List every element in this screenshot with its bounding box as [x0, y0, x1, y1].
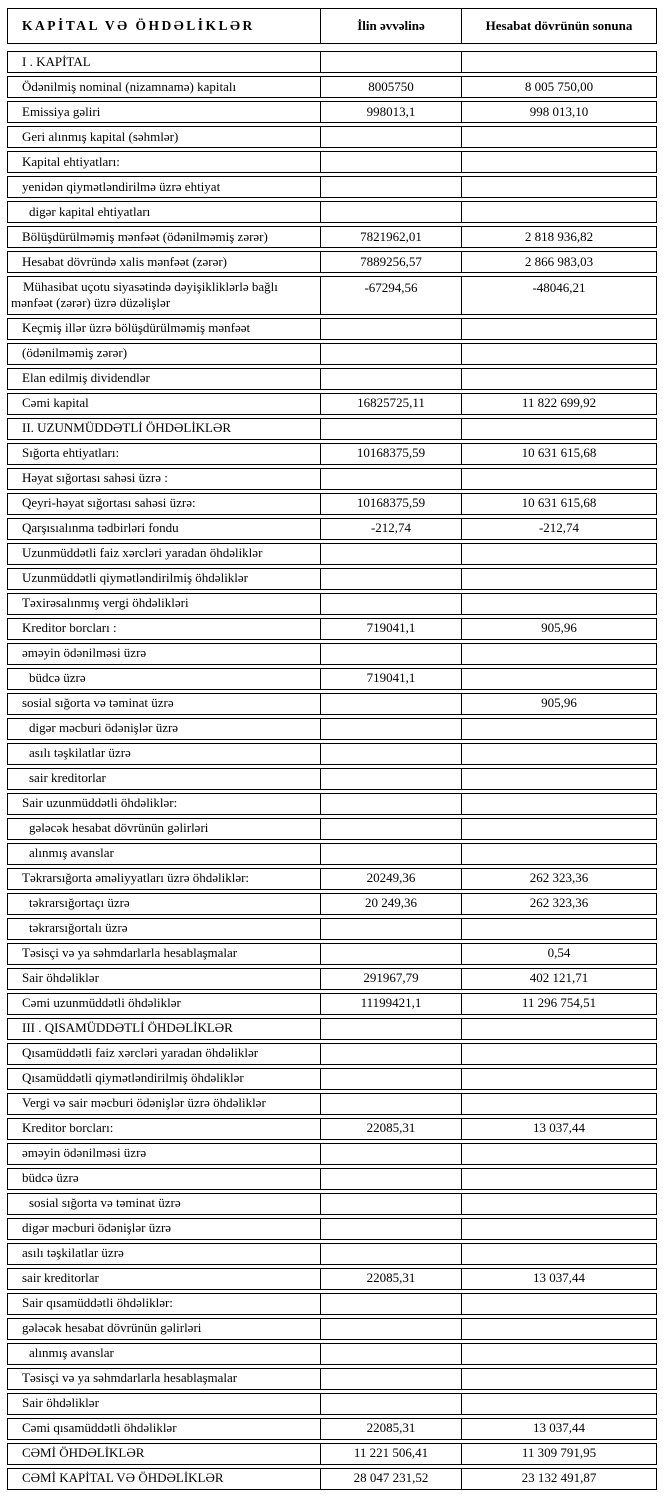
- row-value-period-end: 998 013,10: [529, 103, 589, 119]
- row-label: gələcək hesabat dövrünün gəlirləri: [8, 1319, 321, 1339]
- row-value-period-end: 905,96: [541, 620, 577, 636]
- table-row: [7, 201, 657, 223]
- table-row: [7, 943, 657, 965]
- row-label: Təsisçi və ya səhmdarlarla hesablaşmalar: [8, 944, 321, 964]
- row-label: Kreditor borcları:: [8, 1119, 321, 1139]
- row-label: CƏMİ KAPİTAL VƏ ÖHDƏLİKLƏR: [8, 1469, 321, 1489]
- row-value-period-end: 11 309 791,95: [521, 1445, 597, 1461]
- row-value-period-end: [462, 1394, 656, 1414]
- row-label: Hesabat dövründə xalis mənfəət (zərər): [8, 252, 321, 272]
- row-value-year-start: 22085,31: [321, 1269, 462, 1289]
- table-row: [7, 176, 657, 198]
- row-value-year-start: [321, 1294, 462, 1314]
- row-value-year-start: 28 047 231,52: [321, 1469, 462, 1489]
- row-label: Elan edilmiş dividendlər: [8, 369, 321, 389]
- row-label: digər məcburi ödənişlər üzrə: [8, 1219, 321, 1239]
- row-value-period-end: [462, 1294, 656, 1314]
- row-value-year-start: [321, 1044, 462, 1064]
- row-value-year-start: 20249,36: [321, 869, 462, 889]
- table-header-row: [7, 8, 657, 44]
- row-value-year-start: [321, 469, 462, 489]
- row-label: sair kreditorlar: [8, 1269, 321, 1289]
- row-value-year-start: 16825725,11: [321, 394, 462, 414]
- row-label: asılı təşkilatlar üzrə: [8, 1244, 321, 1264]
- row-label: Uzunmüddətli faiz xərcləri yaradan öhdəliklər: [8, 544, 321, 564]
- row-value-year-start: 10168375,59: [321, 494, 462, 514]
- row-label: Cəmi kapital: [8, 394, 321, 414]
- table-row: [7, 1418, 657, 1440]
- row-value-period-end: [462, 152, 656, 172]
- table-row: [7, 418, 657, 440]
- row-label: CƏMİ ÖHDƏLİKLƏR: [8, 1444, 321, 1464]
- row-label: büdcə üzrə: [8, 669, 321, 689]
- row-label: Cəmi uzunmüddətli öhdəliklər: [8, 994, 321, 1014]
- row-value-year-start: [321, 52, 462, 72]
- table-row: [7, 1193, 657, 1215]
- row-label: Sair öhdəliklər: [8, 969, 321, 989]
- table-row: [7, 1318, 657, 1340]
- row-value-year-start: [321, 1244, 462, 1264]
- row-value-year-start: [321, 1219, 462, 1239]
- row-value-period-end: [462, 744, 656, 764]
- table-row: [7, 1118, 657, 1140]
- row-value-year-start: [321, 177, 462, 197]
- row-label: Keçmiş illər üzrə bölüşdürülməmiş mənfəət: [8, 319, 321, 339]
- row-value-year-start: [321, 694, 462, 714]
- table-row: [7, 1043, 657, 1065]
- row-value-period-end: 8 005 750,00: [524, 78, 594, 94]
- row-value-period-end: [462, 1369, 656, 1389]
- row-label: Təsisçi və ya səhmdarlarla hesablaşmalar: [8, 1369, 321, 1389]
- row-label: Cəmi qısamüddətli öhdəliklər: [8, 1419, 321, 1439]
- column-header-period-end: Hesabat dövrünün sonuna: [485, 17, 633, 33]
- table-row: [7, 126, 657, 148]
- row-label: Kapital ehtiyatları:: [8, 152, 321, 172]
- row-label: Ödənilmiş nominal (nizamnamə) kapitalı: [8, 77, 321, 97]
- row-label: Emissiya gəliri: [8, 102, 321, 122]
- row-value-period-end: [462, 1069, 656, 1089]
- row-value-year-start: 7889256,57: [321, 252, 462, 272]
- row-value-period-end: 905,96: [541, 695, 577, 711]
- row-value-period-end: 2 818 936,82: [524, 228, 594, 244]
- row-value-year-start: [321, 1169, 462, 1189]
- table-row: [7, 1218, 657, 1240]
- row-value-period-end: [462, 344, 656, 364]
- table-row: [7, 151, 657, 173]
- row-value-year-start: 20 249,36: [321, 894, 462, 914]
- row-value-year-start: [321, 1319, 462, 1339]
- row-label: sosial sığorta və təminat üzrə: [8, 1194, 321, 1214]
- row-value-period-end: 10 631 615,68: [521, 495, 597, 511]
- table-row: [7, 593, 657, 615]
- row-value-year-start: 22085,31: [321, 1419, 462, 1439]
- row-value-period-end: [462, 419, 656, 439]
- table-row: [7, 743, 657, 765]
- row-value-period-end: 2 866 983,03: [524, 253, 594, 269]
- row-label: digər məcburi ödənişlər üzrə: [8, 719, 321, 739]
- row-value-period-end: 13 037,44: [533, 1270, 585, 1286]
- row-value-period-end: [462, 1094, 656, 1114]
- row-label: digər kapital ehtiyatları: [8, 202, 321, 222]
- row-value-period-end: [462, 919, 656, 939]
- row-value-period-end: [462, 177, 656, 197]
- row-value-year-start: -212,74: [321, 519, 462, 539]
- table-row: [7, 1018, 657, 1040]
- row-value-period-end: [462, 202, 656, 222]
- table-row: [7, 1268, 657, 1290]
- row-label: büdcə üzrə: [8, 1169, 321, 1189]
- table-row: [7, 468, 657, 490]
- row-value-period-end: [462, 1194, 656, 1214]
- row-value-year-start: -67294,56: [321, 277, 462, 314]
- row-value-period-end: [462, 369, 656, 389]
- row-value-year-start: [321, 744, 462, 764]
- row-label: Geri alınmış kapital (səhmlər): [8, 127, 321, 147]
- row-value-period-end: [462, 769, 656, 789]
- row-value-period-end: [462, 127, 656, 147]
- row-value-year-start: [321, 944, 462, 964]
- table-row: [7, 1168, 657, 1190]
- column-header-year-start: İlin əvvəlinə: [321, 9, 462, 43]
- row-value-period-end: [462, 1044, 656, 1064]
- row-value-year-start: [321, 769, 462, 789]
- row-value-year-start: [321, 319, 462, 339]
- row-value-period-end: [462, 1144, 656, 1164]
- row-label: Qısamüddətli qiymətləndirilmiş öhdəliklər: [8, 1069, 321, 1089]
- table-row: [7, 226, 657, 248]
- row-label: alınmış avanslar: [8, 844, 321, 864]
- row-label: Uzunmüddətli qiymətləndirilmiş öhdəliklər: [8, 569, 321, 589]
- row-value-period-end: 11 822 699,92: [521, 395, 597, 411]
- row-value-year-start: 11 221 506,41: [321, 1444, 462, 1464]
- row-label: sosial sığorta və təminat üzrə: [8, 694, 321, 714]
- row-value-year-start: 998013,1: [321, 102, 462, 122]
- row-value-period-end: [462, 669, 656, 689]
- row-label: Qarşısıalınma tədbirləri fondu: [8, 519, 321, 539]
- row-label: Bölüşdürülməmiş mənfəət (ödənilməmiş zərər): [8, 227, 321, 247]
- row-label: III . QISAMÜDDƏTLİ ÖHDƏLİKLƏR: [8, 1019, 321, 1039]
- table-row: [7, 393, 657, 415]
- table-row: [7, 543, 657, 565]
- table-row: [7, 1368, 657, 1390]
- row-value-year-start: [321, 594, 462, 614]
- table-row: [7, 993, 657, 1015]
- table-row: [7, 76, 657, 98]
- row-value-year-start: [321, 152, 462, 172]
- row-label: asılı təşkilatlar üzrə: [8, 744, 321, 764]
- table-row: [7, 1243, 657, 1265]
- row-label: təkrarsığortalı üzrə: [8, 919, 321, 939]
- row-value-period-end: [462, 1244, 656, 1264]
- row-value-period-end: [462, 794, 656, 814]
- row-value-year-start: 8005750: [321, 77, 462, 97]
- row-label: Kreditor borcları :: [8, 619, 321, 639]
- row-label: Qeyri-həyat sığortası sahəsi üzrə:: [8, 494, 321, 514]
- row-value-year-start: [321, 1194, 462, 1214]
- row-value-year-start: [321, 1019, 462, 1039]
- row-label: Təkrarsığorta əməliyyatları üzrə öhdəliklər:: [8, 869, 321, 889]
- row-value-period-end: 13 037,44: [533, 1420, 585, 1436]
- table-row: [7, 101, 657, 123]
- row-value-period-end: [462, 1019, 656, 1039]
- row-value-period-end: [462, 644, 656, 664]
- row-value-period-end: 262 323,36: [529, 895, 589, 911]
- row-value-period-end: 402 121,71: [529, 970, 589, 986]
- row-value-period-end: [462, 569, 656, 589]
- table-row: [7, 1443, 657, 1465]
- table-row: [7, 793, 657, 815]
- row-value-period-end: 0,54: [547, 945, 571, 961]
- table-row: [7, 668, 657, 690]
- row-value-period-end: [462, 844, 656, 864]
- row-value-period-end: -48046,21: [532, 280, 586, 295]
- table-row: [7, 618, 657, 640]
- row-value-period-end: 262 323,36: [529, 870, 589, 886]
- row-label: gələcək hesabat dövrünün gəlirləri: [8, 819, 321, 839]
- row-label: əməyin ödənilməsi üzrə: [8, 644, 321, 664]
- table-row: [7, 818, 657, 840]
- table-row: [7, 1293, 657, 1315]
- row-value-period-end: 11 296 754,51: [521, 995, 597, 1011]
- row-value-year-start: [321, 1369, 462, 1389]
- row-label: Sığorta ehtiyatları:: [8, 444, 321, 464]
- row-value-period-end: [462, 544, 656, 564]
- table-row: [7, 276, 657, 315]
- row-value-year-start: [321, 1144, 462, 1164]
- row-value-year-start: 7821962,01: [321, 227, 462, 247]
- row-value-period-end: [462, 719, 656, 739]
- row-label: Təxirəsalınmış vergi öhdəlikləri: [8, 594, 321, 614]
- row-value-period-end: [462, 819, 656, 839]
- table-row: [7, 843, 657, 865]
- row-label: (ödənilməmiş zərər): [8, 344, 321, 364]
- row-value-year-start: [321, 644, 462, 664]
- row-value-year-start: [321, 919, 462, 939]
- row-value-period-end: [462, 1344, 656, 1364]
- table-row: [7, 693, 657, 715]
- row-value-year-start: [321, 794, 462, 814]
- table-row: [7, 368, 657, 390]
- table-row: [7, 1468, 657, 1490]
- row-value-period-end: [462, 319, 656, 339]
- table-row: [7, 1343, 657, 1365]
- table-row: [7, 918, 657, 940]
- row-label: Sair qısamüddətli öhdəliklər:: [8, 1294, 321, 1314]
- table-row: [7, 343, 657, 365]
- row-value-year-start: [321, 569, 462, 589]
- table-row: [7, 643, 657, 665]
- row-label: sair kreditorlar: [8, 769, 321, 789]
- table-row: [7, 443, 657, 465]
- row-value-year-start: [321, 1344, 462, 1364]
- row-value-period-end: [462, 1219, 656, 1239]
- row-value-year-start: [321, 719, 462, 739]
- row-value-year-start: 719041,1: [321, 619, 462, 639]
- row-value-period-end: 10 631 615,68: [521, 445, 597, 461]
- row-label: Qısamüddətli faiz xərcləri yaradan öhdəliklər: [8, 1044, 321, 1064]
- row-value-year-start: [321, 844, 462, 864]
- row-value-year-start: [321, 344, 462, 364]
- table-row: [7, 318, 657, 340]
- table-row: [7, 1093, 657, 1115]
- row-label: Vergi və sair məcburi ödənişlər üzrə öhdəliklər: [8, 1094, 321, 1114]
- table-row: [7, 518, 657, 540]
- table-row: [7, 718, 657, 740]
- table-row: [7, 968, 657, 990]
- row-value-year-start: [321, 544, 462, 564]
- row-value-year-start: [321, 819, 462, 839]
- column-header-capital-liabilities: KAPİTAL VƏ ÖHDƏLİKLƏR: [8, 9, 321, 43]
- row-value-year-start: [321, 202, 462, 222]
- row-label: alınmış avanslar: [8, 1344, 321, 1364]
- row-value-year-start: [321, 419, 462, 439]
- row-value-year-start: [321, 369, 462, 389]
- row-label: II. UZUNMÜDDƏTLİ ÖHDƏLİKLƏR: [8, 419, 321, 439]
- row-value-year-start: 10168375,59: [321, 444, 462, 464]
- row-value-period-end: [462, 1169, 656, 1189]
- row-label: I . KAPİTAL: [8, 52, 321, 72]
- table-row: [7, 1068, 657, 1090]
- table-row: [7, 1143, 657, 1165]
- table-row: [7, 493, 657, 515]
- row-value-year-start: [321, 1069, 462, 1089]
- row-value-period-end: [462, 52, 656, 72]
- row-label: Həyat sığortası sahəsi üzrə :: [8, 469, 321, 489]
- table-row: [7, 251, 657, 273]
- table-row: [7, 1393, 657, 1415]
- row-value-period-end: [462, 1319, 656, 1339]
- row-value-year-start: [321, 1394, 462, 1414]
- row-value-year-start: 11199421,1: [321, 994, 462, 1014]
- row-value-year-start: 291967,79: [321, 969, 462, 989]
- row-value-year-start: [321, 1094, 462, 1114]
- row-value-period-end: 13 037,44: [533, 1120, 585, 1136]
- row-label: Sair öhdəliklər: [8, 1394, 321, 1414]
- table-row: [7, 51, 657, 73]
- row-value-period-end: [462, 594, 656, 614]
- row-value-period-end: -212,74: [538, 520, 580, 536]
- row-value-year-start: 22085,31: [321, 1119, 462, 1139]
- row-value-year-start: 719041,1: [321, 669, 462, 689]
- row-label: əməyin ödənilməsi üzrə: [8, 1144, 321, 1164]
- table-row: [7, 768, 657, 790]
- row-label: Sair uzunmüddətli öhdəliklər:: [8, 794, 321, 814]
- row-value-period-end: 23 132 491,87: [521, 1470, 597, 1486]
- row-value-year-start: [321, 127, 462, 147]
- table-row: [7, 868, 657, 890]
- table-row: [7, 568, 657, 590]
- table-body: [7, 51, 657, 1490]
- row-label: təkrarsığortaçı üzrə: [8, 894, 321, 914]
- table-row: [7, 893, 657, 915]
- row-label: yenidən qiymətləndirilmə üzrə ehtiyat: [8, 177, 321, 197]
- row-value-period-end: [462, 469, 656, 489]
- row-label: Mühasibat uçotu siyasətində dəyişikliklərlə bağlı mənfəət (zərər) üzrə düzəlişlər: [8, 277, 321, 314]
